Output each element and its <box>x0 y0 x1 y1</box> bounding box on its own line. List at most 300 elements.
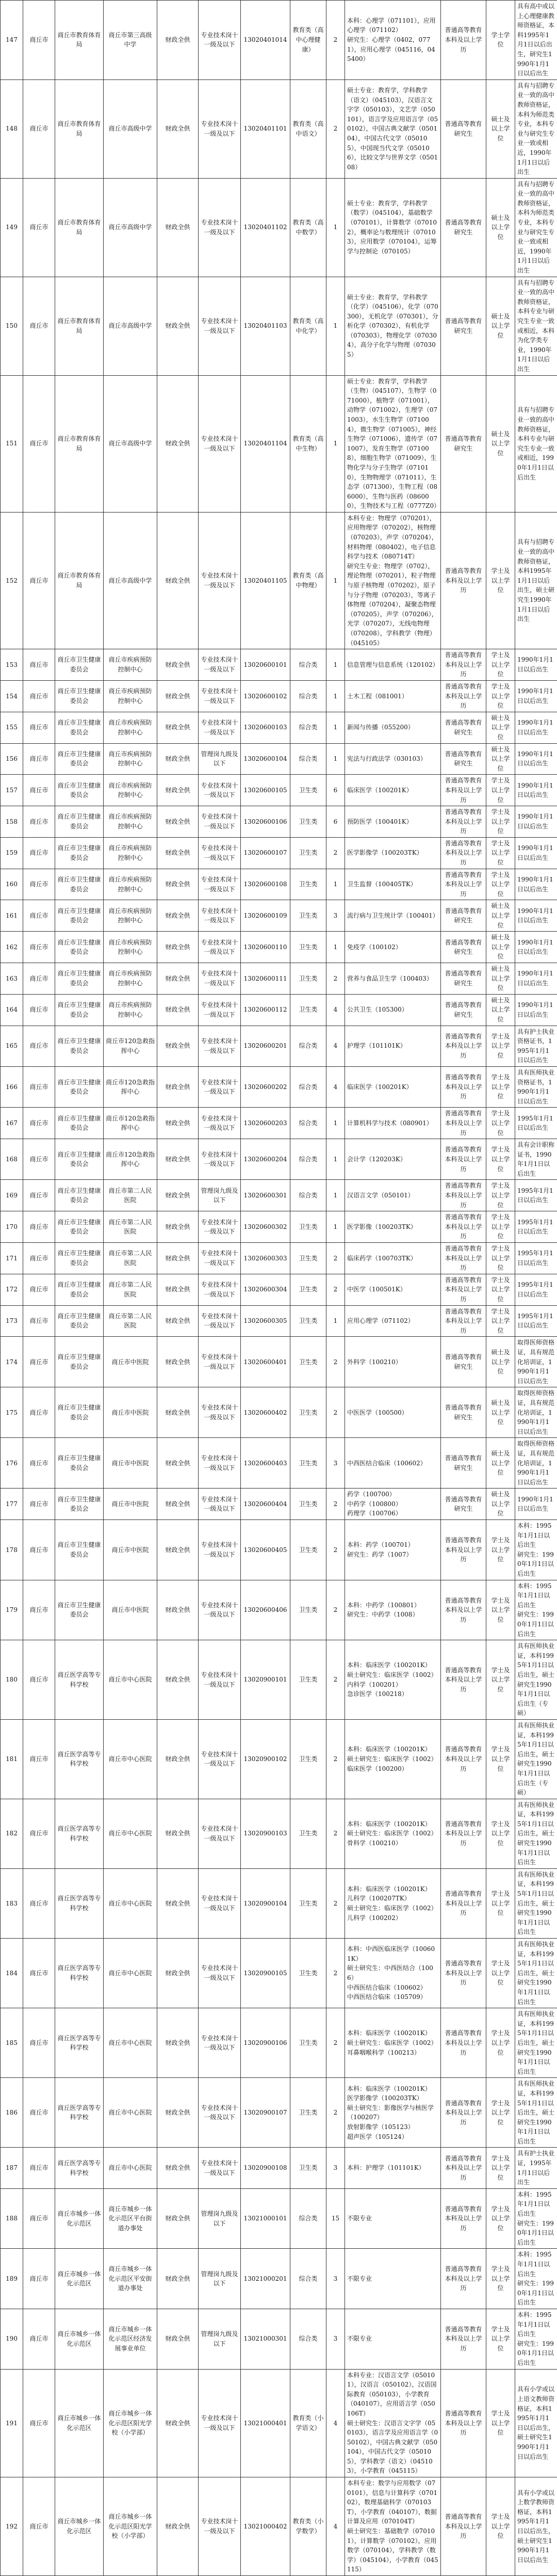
cell-employer-unit: 商丘市疾病预防控制中心 <box>104 649 157 681</box>
cell-major-requirement: 宪法与行政法学（030103） <box>345 743 441 775</box>
cell-education: 普通高等教育本科及以上学历 <box>441 1939 486 2008</box>
cell-department: 商丘市教育体育局 <box>55 1 104 80</box>
table-row <box>1 1939 557 2008</box>
cell-post-code: 13020600403 <box>241 1438 290 1489</box>
cell-major-requirement: 新闻与传播（055200） <box>345 712 441 743</box>
cell-post-code: 13020600301 <box>241 1180 290 1211</box>
cell-serial-number: 185 <box>1 2008 23 2078</box>
cell-major-requirement: 医学影像学（100203TK） <box>345 837 441 869</box>
cell-headcount: 3 <box>326 2309 345 2369</box>
cell-headcount: 1 <box>326 375 345 512</box>
cell-major-requirement: 营养与食品卫生学（100403） <box>345 963 441 995</box>
cell-serial-number: 183 <box>1 1868 23 1938</box>
cell-city: 商丘市 <box>23 2477 55 2576</box>
cell-city: 商丘市 <box>23 79 55 178</box>
cell-post-code: 13020600102 <box>241 680 290 712</box>
table-row <box>1 2078 557 2148</box>
cell-serial-number: 147 <box>1 1 23 80</box>
cell-employer-unit: 商丘市中医院 <box>104 1489 157 1520</box>
cell-other-requirements: 具有会计职称证书，1990年1月1日以后出生 <box>515 1139 557 1180</box>
cell-other-requirements: 1990年1月1日以后出生 <box>515 837 557 869</box>
cell-post-code: 13020401102 <box>241 178 290 277</box>
cell-department: 商丘市教育体育局 <box>55 375 104 512</box>
cell-post-level: 专业技术岗十一级及以下 <box>199 1939 241 2008</box>
cell-city: 商丘市 <box>23 649 55 681</box>
cell-post-level: 专业技术岗十一级及以下 <box>199 1580 241 1640</box>
cell-employer-unit: 商丘市疾病预防控制中心 <box>104 680 157 712</box>
cell-post-category: 综合类 <box>290 1180 326 1211</box>
cell-post-level: 专业技术岗十一级及以下 <box>199 1243 241 1274</box>
cell-headcount: 2 <box>326 1939 345 2008</box>
cell-other-requirements: 具有高中或以上心理健康教师资格证，本科1995年1月1日以后出生，研究生1990年1月1日以后出生 <box>515 1 557 80</box>
cell-headcount: 6 <box>326 775 345 806</box>
cell-employer-unit: 商丘市120急救指挥中心 <box>104 1066 157 1107</box>
table-row <box>1 1026 557 1066</box>
cell-degree: 学士及以上学位 <box>486 2369 515 2477</box>
cell-post-level: 专业技术岗十一级及以下 <box>199 712 241 743</box>
cell-employer-unit: 商丘市疾病预防控制中心 <box>104 963 157 995</box>
cell-other-requirements: 取得医师资格证，具有规范化培训证，1990年1月1日以后出生 <box>515 1387 557 1438</box>
cell-other-requirements: 本科：1995年1月1日以后出生 研究生：1990年1月1日以后出生 <box>515 2249 557 2309</box>
cell-post-level: 专业技术岗十一级及以下 <box>199 1139 241 1180</box>
cell-city: 商丘市 <box>23 1520 55 1580</box>
cell-post-level: 专业技术岗十一级及以下 <box>199 963 241 995</box>
cell-post-category: 卫生类 <box>290 1799 326 1868</box>
cell-post-category: 教育类（小学数学） <box>290 2477 326 2576</box>
cell-department: 商丘市卫生健康委员会 <box>55 1211 104 1243</box>
cell-funding-type: 财政全供 <box>157 963 199 995</box>
cell-post-category: 卫生类 <box>290 1305 326 1337</box>
cell-funding-type: 财政全供 <box>157 1274 199 1305</box>
cell-education: 普通高等教育研究生 <box>441 1489 486 1520</box>
cell-post-category: 卫生类 <box>290 1640 326 1720</box>
cell-department: 商丘市卫生健康委员会 <box>55 743 104 775</box>
cell-degree: 硕士及以上学位 <box>486 743 515 775</box>
cell-education: 普通高等教育研究生 <box>441 743 486 775</box>
cell-other-requirements: 1995年1月1日以后出生 <box>515 1274 557 1305</box>
cell-post-category: 卫生类 <box>290 1939 326 2008</box>
cell-post-level: 专业技术岗十一级及以下 <box>199 837 241 869</box>
cell-headcount: 1 <box>326 1139 345 1180</box>
cell-department: 商丘市卫生健康委员会 <box>55 900 104 932</box>
cell-degree: 学士及以上学位 <box>486 1180 515 1211</box>
cell-post-code: 13020900102 <box>241 1719 290 1799</box>
cell-post-code: 13021000301 <box>241 2309 290 2369</box>
cell-post-level: 专业技术岗十一级及以下 <box>199 869 241 900</box>
cell-major-requirement: 计算机科学与技术（080901） <box>345 1108 441 1139</box>
cell-post-category: 卫生类 <box>290 963 326 995</box>
cell-post-level: 管理岗九级及以下 <box>199 2249 241 2309</box>
cell-funding-type: 财政全供 <box>157 775 199 806</box>
cell-headcount: 3 <box>326 1438 345 1489</box>
cell-employer-unit: 商丘市120急救指挥中心 <box>104 1108 157 1139</box>
table-row <box>1 1799 557 1868</box>
cell-major-requirement: 应用心理学（071102） <box>345 1305 441 1337</box>
cell-degree: 硕士及以上学位 <box>486 932 515 963</box>
cell-post-category: 综合类 <box>290 743 326 775</box>
cell-city: 商丘市 <box>23 680 55 712</box>
cell-other-requirements: 本科：1995年1月1日以后出生 研究生：1990年1月1日以后出生 <box>515 1580 557 1640</box>
cell-funding-type: 财政全供 <box>157 1580 199 1640</box>
table-row <box>1 1180 557 1211</box>
cell-headcount: 2 <box>326 1337 345 1387</box>
cell-post-category: 卫生类 <box>290 1438 326 1489</box>
cell-education: 普通高等教育本科及以上学历 <box>441 1305 486 1337</box>
cell-post-code: 13020600107 <box>241 837 290 869</box>
cell-major-requirement: 临床药学（100703TK） <box>345 1243 441 1274</box>
cell-department: 商丘市卫生健康委员会 <box>55 1026 104 1066</box>
cell-department: 商丘市卫生健康委员会 <box>55 1139 104 1180</box>
cell-employer-unit: 商丘市城乡一体化示范区阳光学校（小学部） <box>104 2369 157 2477</box>
table-row <box>1 1108 557 1139</box>
cell-degree: 学士及以上学位 <box>486 1305 515 1337</box>
cell-post-code: 13020600105 <box>241 775 290 806</box>
cell-education: 普通高等教育研究生 <box>441 178 486 277</box>
cell-post-level: 专业技术岗十一级及以下 <box>199 375 241 512</box>
cell-serial-number: 153 <box>1 649 23 681</box>
cell-education: 普通高等教育本科及以上学历 <box>441 1 486 80</box>
cell-other-requirements: 具有与招聘专业一致的高中教师资格证，本科1995年1月1日以后出生，硕士研究生1990年1月1日以后出生 <box>515 512 557 649</box>
table-row <box>1 1243 557 1274</box>
cell-degree: 硕士及以上学位 <box>486 712 515 743</box>
cell-other-requirements: 具有小学或以上语文教师资格证，本科1995年1月1日以后出生，硕士研究生1990年1月1日以后出生 <box>515 2369 557 2477</box>
cell-degree: 学士及以上学位 <box>486 775 515 806</box>
cell-serial-number: 159 <box>1 837 23 869</box>
cell-department: 商丘市卫生健康委员会 <box>55 837 104 869</box>
cell-city: 商丘市 <box>23 1243 55 1274</box>
cell-city: 商丘市 <box>23 2078 55 2148</box>
table-row <box>1 775 557 806</box>
cell-degree: 学士及以上学位 <box>486 1066 515 1107</box>
cell-funding-type: 财政全供 <box>157 2309 199 2369</box>
cell-headcount: 2 <box>326 1520 345 1580</box>
cell-other-requirements: 1990年1月1日以后出生 <box>515 712 557 743</box>
cell-post-level: 管理岗九级及以下 <box>199 2188 241 2249</box>
cell-post-code: 13020900107 <box>241 2078 290 2148</box>
cell-city: 商丘市 <box>23 1337 55 1387</box>
cell-education: 普通高等教育本科及以上学历 <box>441 1243 486 1274</box>
cell-post-category: 卫生类 <box>290 1520 326 1580</box>
cell-employer-unit: 商丘市高级中学 <box>104 375 157 512</box>
table-row <box>1 994 557 1026</box>
cell-department: 商丘医学高等专科学校 <box>55 1939 104 2008</box>
cell-funding-type: 财政全供 <box>157 178 199 277</box>
cell-post-category: 卫生类 <box>290 2148 326 2188</box>
cell-education: 普通高等教育本科及以上学历 <box>441 1274 486 1305</box>
cell-post-code: 13021000401 <box>241 2369 290 2477</box>
cell-post-code: 13020600112 <box>241 994 290 1026</box>
table-row <box>1 2249 557 2309</box>
cell-city: 商丘市 <box>23 1139 55 1180</box>
cell-post-code: 13020900106 <box>241 2008 290 2078</box>
cell-education: 普通高等教育本科及以上学历 <box>441 1139 486 1180</box>
cell-employer-unit: 商丘市城乡一体化示范区平台街道办事处 <box>104 2188 157 2249</box>
cell-employer-unit: 商丘市第二人民医院 <box>104 1211 157 1243</box>
cell-employer-unit: 商丘市第二人民医院 <box>104 1180 157 1211</box>
cell-other-requirements: 具有医师执业证，本科1995年1月1日以后出生，硕士研究生1990年1月1日以后出生（专硕） <box>515 1640 557 1720</box>
cell-headcount: 1 <box>326 869 345 900</box>
cell-serial-number: 150 <box>1 277 23 375</box>
cell-post-code: 13020600109 <box>241 900 290 932</box>
cell-department: 商丘医学高等专科学校 <box>55 1640 104 1720</box>
cell-headcount: 4 <box>326 1066 345 1107</box>
cell-post-code: 13020600302 <box>241 1211 290 1243</box>
cell-education: 普通高等教育研究生 <box>441 963 486 995</box>
cell-major-requirement: 本科专业：物理学（070201），应用物理学（070202），核物理（070203），声学（070204），材料物理（080402），电子信息科学与技术（080714T） 研究生专业：物理学（0702），理论物理（070201），粒子物理与原子核物理（070202），原子与分子物理（070203），等离子体物理（070204），凝聚态物理（070205），声学（070206），光学（070207），无线电物理（070208），学科教学（物理）（045105） <box>345 512 441 649</box>
cell-city: 商丘市 <box>23 1305 55 1337</box>
cell-city: 商丘市 <box>23 2369 55 2477</box>
cell-employer-unit: 商丘市中医院 <box>104 1580 157 1640</box>
cell-funding-type: 财政全供 <box>157 2148 199 2188</box>
cell-serial-number: 158 <box>1 806 23 838</box>
cell-degree: 硕士及以上学位 <box>486 994 515 1026</box>
cell-post-level: 管理岗九级及以下 <box>199 743 241 775</box>
cell-funding-type: 财政全供 <box>157 1438 199 1489</box>
cell-degree: 学士及以上学位 <box>486 1211 515 1243</box>
cell-funding-type: 财政全供 <box>157 712 199 743</box>
table-row <box>1 512 557 649</box>
cell-funding-type: 财政全供 <box>157 1337 199 1387</box>
cell-major-requirement: 本科：心理学（071101），应用心理学（071102） 研究生：心理学（0402，0771），应用心理学（045116，045400） <box>345 1 441 80</box>
cell-other-requirements: 1990年1月1日以后出生 <box>515 743 557 775</box>
cell-serial-number: 171 <box>1 1243 23 1274</box>
cell-post-level: 专业技术岗十一级及以下 <box>199 79 241 178</box>
cell-headcount: 1 <box>326 1180 345 1211</box>
cell-post-level: 管理岗九级及以下 <box>199 1180 241 1211</box>
table-row <box>1 837 557 869</box>
cell-city: 商丘市 <box>23 2148 55 2188</box>
cell-employer-unit: 商丘市城乡一体化示范区平安街道办事处 <box>104 2249 157 2309</box>
cell-department: 商丘市卫生健康委员会 <box>55 1387 104 1438</box>
cell-post-code: 13021000201 <box>241 2249 290 2309</box>
cell-major-requirement: 临床医学（100201K） <box>345 1066 441 1107</box>
cell-post-category: 卫生类 <box>290 1489 326 1520</box>
cell-education: 普通高等教育研究生 <box>441 1387 486 1438</box>
cell-degree: 学士及以上学位 <box>486 2188 515 2249</box>
cell-major-requirement: 信息管理与信息系统（120102） <box>345 649 441 681</box>
cell-degree: 硕士及以上学位 <box>486 1438 515 1489</box>
cell-funding-type: 财政全供 <box>157 1108 199 1139</box>
cell-department: 商丘市卫生健康委员会 <box>55 806 104 838</box>
cell-funding-type: 财政全供 <box>157 2188 199 2249</box>
cell-post-code: 13020401014 <box>241 1 290 80</box>
cell-major-requirement: 不限专业 <box>345 2188 441 2249</box>
cell-post-category: 教育类（高中心理健康） <box>290 1 326 80</box>
cell-serial-number: 163 <box>1 963 23 995</box>
cell-education: 普通高等教育本科及以上学历 <box>441 2148 486 2188</box>
cell-major-requirement: 卫生监督（100405TK） <box>345 869 441 900</box>
cell-post-level: 专业技术岗十一级及以下 <box>199 2078 241 2148</box>
cell-headcount: 1 <box>326 743 345 775</box>
cell-major-requirement: 不限专业 <box>345 2309 441 2369</box>
cell-post-level: 专业技术岗十一级及以下 <box>199 2008 241 2078</box>
cell-employer-unit: 商丘市疾病预防控制中心 <box>104 869 157 900</box>
cell-serial-number: 189 <box>1 2249 23 2309</box>
cell-degree: 学士及以上学位 <box>486 649 515 681</box>
table-row <box>1 277 557 375</box>
cell-major-requirement: 免疫学（100102） <box>345 932 441 963</box>
table-row <box>1 1305 557 1337</box>
table-row <box>1 2148 557 2188</box>
cell-major-requirement: 预防医学（100401K） <box>345 806 441 838</box>
cell-city: 商丘市 <box>23 1719 55 1799</box>
cell-employer-unit: 商丘市120急救指挥中心 <box>104 1026 157 1066</box>
cell-degree: 学士及以上学位 <box>486 1799 515 1868</box>
cell-degree: 学士及以上学位 <box>486 2148 515 2188</box>
cell-headcount: 2 <box>326 1868 345 1938</box>
cell-post-category: 综合类 <box>290 2249 326 2309</box>
cell-education: 普通高等教育研究生 <box>441 1438 486 1489</box>
cell-post-category: 卫生类 <box>290 1387 326 1438</box>
table-row <box>1 375 557 512</box>
cell-education: 普通高等教育本科及以上学历 <box>441 1868 486 1938</box>
table-row <box>1 869 557 900</box>
cell-serial-number: 155 <box>1 712 23 743</box>
cell-education: 普通高等教育本科及以上学历 <box>441 1026 486 1066</box>
cell-funding-type: 财政全供 <box>157 932 199 963</box>
cell-post-category: 卫生类 <box>290 2078 326 2148</box>
cell-headcount: 2 <box>326 1719 345 1799</box>
cell-department: 商丘医学高等专科学校 <box>55 2148 104 2188</box>
cell-other-requirements: 具有护士执业证，1995年1月1日以后出生 <box>515 2148 557 2188</box>
cell-major-requirement: 本科：临床医学（100201K） 硕士研究生：临床医学（1002） 内科学（100201） 急诊医学（100218） <box>345 1640 441 1720</box>
cell-funding-type: 财政全供 <box>157 900 199 932</box>
cell-employer-unit: 商丘市疾病预防控制中心 <box>104 743 157 775</box>
cell-post-code: 13020600202 <box>241 1066 290 1107</box>
cell-department: 商丘市卫生健康委员会 <box>55 1337 104 1387</box>
cell-city: 商丘市 <box>23 1438 55 1489</box>
table-row <box>1 1139 557 1180</box>
cell-employer-unit: 商丘市中心医院 <box>104 1719 157 1799</box>
cell-major-requirement: 硕士专业：教育学，学科教学（化学）（045106），化学（070300），无机化学（070301），分析化学（070302），有机化学（070303），物理化学（070304），高分子化学与物理（070305） <box>345 277 441 375</box>
cell-post-category: 综合类 <box>290 712 326 743</box>
cell-degree: 硕士及以上学位 <box>486 1387 515 1438</box>
cell-post-code: 13021000402 <box>241 2477 290 2576</box>
cell-major-requirement: 外科学（100210） <box>345 1337 441 1387</box>
cell-other-requirements: 具有医师执业证，本科1995年1月1日以后出生，硕士研究生1990年1月1日以后出生 <box>515 1939 557 2008</box>
cell-post-code: 13020600402 <box>241 1387 290 1438</box>
cell-city: 商丘市 <box>23 1211 55 1243</box>
cell-funding-type: 财政全供 <box>157 680 199 712</box>
cell-headcount: 2 <box>326 79 345 178</box>
cell-post-level: 专业技术岗十一级及以下 <box>199 178 241 277</box>
table-row <box>1 1868 557 1938</box>
cell-city: 商丘市 <box>23 1387 55 1438</box>
cell-city: 商丘市 <box>23 775 55 806</box>
cell-degree: 学士及以上学位 <box>486 1719 515 1799</box>
cell-funding-type: 财政全供 <box>157 649 199 681</box>
cell-department: 商丘医学高等专科学校 <box>55 1719 104 1799</box>
cell-city: 商丘市 <box>23 1180 55 1211</box>
cell-post-code: 13020600203 <box>241 1108 290 1139</box>
cell-post-level: 专业技术岗十一级及以下 <box>199 649 241 681</box>
table-row <box>1 178 557 277</box>
cell-serial-number: 182 <box>1 1799 23 1868</box>
cell-post-code: 13020401104 <box>241 375 290 512</box>
cell-funding-type: 财政全供 <box>157 79 199 178</box>
cell-post-code: 13020600401 <box>241 1337 290 1387</box>
cell-department: 商丘市卫生健康委员会 <box>55 1489 104 1520</box>
cell-major-requirement: 本科：临床医学（100201K） 医学影像学（100203TK） 硕士研究生：影像医学与核医学（100207） 放射影像学（105123） 超声医学（105124） <box>345 2078 441 2148</box>
cell-serial-number: 186 <box>1 2078 23 2148</box>
cell-education: 普通高等教育研究生 <box>441 1337 486 1387</box>
cell-employer-unit: 商丘市中心医院 <box>104 2148 157 2188</box>
cell-post-level: 专业技术岗十一级及以下 <box>199 277 241 375</box>
cell-post-category: 教育类（高中语文） <box>290 79 326 178</box>
cell-post-category: 卫生类 <box>290 837 326 869</box>
cell-funding-type: 财政全供 <box>157 994 199 1026</box>
cell-post-code: 13020600111 <box>241 963 290 995</box>
cell-department: 商丘市城乡一体化示范区 <box>55 2369 104 2477</box>
table-row <box>1 2309 557 2369</box>
cell-employer-unit: 商丘市中心医院 <box>104 1640 157 1720</box>
cell-serial-number: 166 <box>1 1066 23 1107</box>
cell-education: 普通高等教育本科及以上学历 <box>441 1180 486 1211</box>
cell-serial-number: 172 <box>1 1274 23 1305</box>
cell-other-requirements: 1990年1月1日以后出生 <box>515 1489 557 1520</box>
cell-funding-type: 财政全供 <box>157 1026 199 1066</box>
cell-serial-number: 161 <box>1 900 23 932</box>
cell-other-requirements: 1995年1月1日以后出生 <box>515 1243 557 1274</box>
cell-employer-unit: 商丘市疾病预防控制中心 <box>104 712 157 743</box>
cell-post-code: 13020600101 <box>241 649 290 681</box>
cell-city: 商丘市 <box>23 2188 55 2249</box>
cell-post-category: 综合类 <box>290 1066 326 1107</box>
cell-degree: 学士及以上学位 <box>486 1520 515 1580</box>
cell-major-requirement: 硕士专业：教育学，学科教学（生物）（045107），生物学（071000），植物学（071001），动物学（071002），生理学（071003），水生生物学（071004），微生物学（071005），神经生物学（071006），遗传学（071007），发育生物学（071008），细胞生物学（071009），生物化学与分子生物学（071010），生物物理学（071011），生态学（071300），生物工程（086000），生物与医药（086000），生物技术与工程（0777Z0） <box>345 375 441 512</box>
cell-other-requirements: 取得医师资格证，具有规范化培训证，1990年1月1日以后出生 <box>515 1438 557 1489</box>
cell-employer-unit: 商丘市中心医院 <box>104 2008 157 2078</box>
cell-degree: 学士及以上学位 <box>486 1243 515 1274</box>
cell-headcount: 4 <box>326 2369 345 2477</box>
cell-post-level: 专业技术岗十一级及以下 <box>199 2369 241 2477</box>
cell-serial-number: 176 <box>1 1438 23 1489</box>
cell-degree: 学士及以上学位 <box>486 2249 515 2309</box>
cell-education: 普通高等教育研究生 <box>441 994 486 1026</box>
cell-major-requirement: 本科：临床医学（100201K） 硕士研究生：临床医学（1002） 临床医学（100200） <box>345 1719 441 1799</box>
cell-funding-type: 财政全供 <box>157 2477 199 2576</box>
cell-post-category: 综合类 <box>290 649 326 681</box>
cell-serial-number: 148 <box>1 79 23 178</box>
cell-city: 商丘市 <box>23 2309 55 2369</box>
cell-post-level: 专业技术岗十一级及以下 <box>199 806 241 838</box>
cell-funding-type: 财政全供 <box>157 375 199 512</box>
cell-funding-type: 财政全供 <box>157 743 199 775</box>
cell-post-category: 综合类 <box>290 1108 326 1139</box>
cell-department: 商丘市卫生健康委员会 <box>55 1580 104 1640</box>
cell-employer-unit: 商丘市疾病预防控制中心 <box>104 775 157 806</box>
cell-serial-number: 188 <box>1 2188 23 2249</box>
cell-post-category: 综合类 <box>290 680 326 712</box>
cell-city: 商丘市 <box>23 932 55 963</box>
cell-post-code: 13020600303 <box>241 1243 290 1274</box>
cell-major-requirement: 中医学（100501K） <box>345 1274 441 1305</box>
cell-department: 商丘市卫生健康委员会 <box>55 963 104 995</box>
cell-serial-number: 174 <box>1 1337 23 1387</box>
cell-department: 商丘市卫生健康委员会 <box>55 1438 104 1489</box>
cell-headcount: 2 <box>326 1580 345 1640</box>
cell-other-requirements: 具有与招聘专业一致的高中教师资格证，本科专业与研究生专业一致或相近，本科为化学类专业，1990年1月1日以后出生 <box>515 277 557 375</box>
cell-department: 商丘市卫生健康委员会 <box>55 869 104 900</box>
cell-post-category: 卫生类 <box>290 1211 326 1243</box>
cell-education: 普通高等教育本科及以上学历 <box>441 837 486 869</box>
cell-serial-number: 156 <box>1 743 23 775</box>
cell-department: 商丘医学高等专科学校 <box>55 2008 104 2078</box>
cell-education: 普通高等教育本科及以上学历 <box>441 869 486 900</box>
cell-headcount: 2 <box>326 963 345 995</box>
table-row <box>1 1520 557 1580</box>
cell-headcount: 1 <box>326 178 345 277</box>
